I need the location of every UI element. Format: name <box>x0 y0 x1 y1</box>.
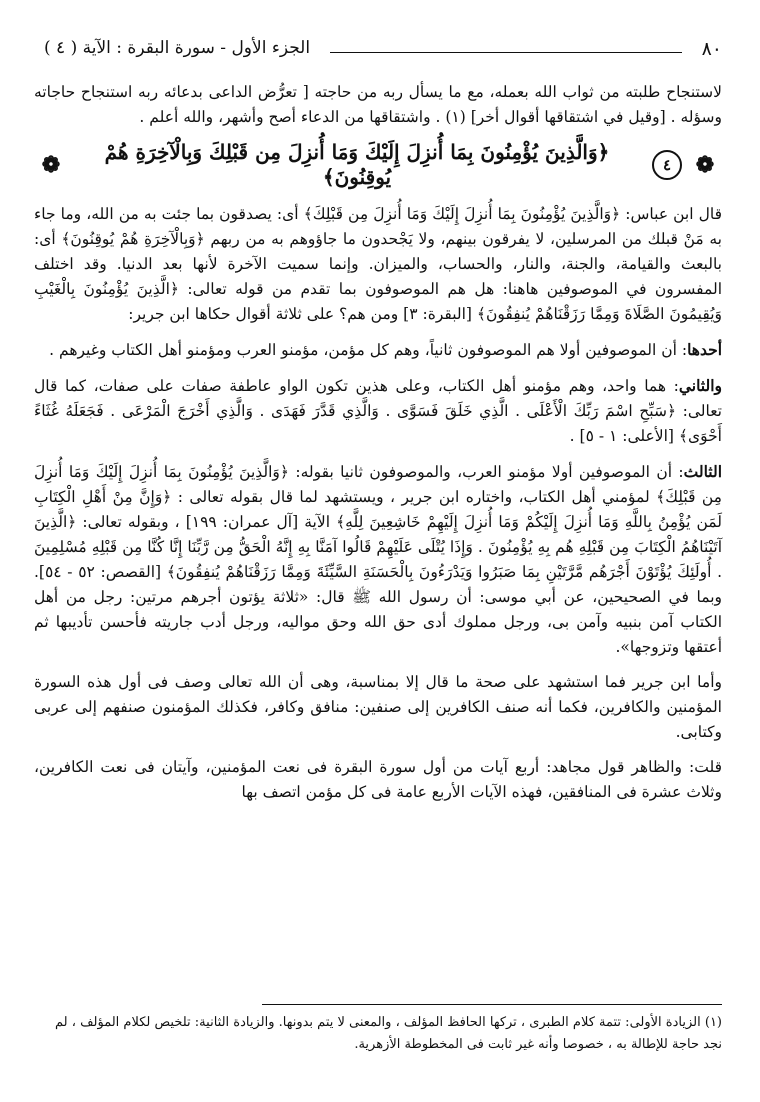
ornament-left-icon: ❁ <box>41 151 61 178</box>
opinion-first <box>34 337 722 363</box>
running-title: الجزء الأول - سورة البقرة : الآية ( ٤ ) <box>40 38 310 58</box>
footnotes <box>34 1012 722 1056</box>
ornament-right-icon: ❁ <box>695 151 715 178</box>
opinion-third <box>34 459 722 660</box>
verse-band <box>34 140 722 190</box>
footnote-1: (١) الزيادة الأولى: تتمة كلام الطبرى ، تركها الحافظ المؤلف ، والمعنى لا يتم بدونها. والزيادة الثانية: تلخيص لكلام المؤلف ، لم نجد حاجة للإطالة به ، خصوصا وأنه غير ثابت فى المخطوطة الأزهرية. <box>55 1015 722 1052</box>
opinion-second-label: والثاني <box>678 376 722 395</box>
opinion-second <box>34 373 722 449</box>
header-rule <box>330 52 682 53</box>
footnote-rule <box>262 1004 722 1005</box>
intro-paragraph: لاستنجاح طلبته من ثواب الله بعمله، مع ما يسأل ربه من حاجته [ تعرُّض الداعى بدعائه ربه استنجاح حاجاته وسؤله . [وقيل في اشتقاقها أقوال أخر] (١) . واشتقاقها من الدعاء أصح وأشهر، والله أعلم . <box>34 83 722 126</box>
opinion-third-label: الثالث <box>683 462 722 481</box>
opinion-second-text: : هما واحد، وهم مؤمنو أهل الكتاب، وعلى هذين تكون الواو عاطفة صفات على صفات، كما قال تعالى: ﴿سَبِّحِ اسْمَ رَبِّكَ الْأَعْلَى . الَّذِي خَلَقَ فَسَوَّى . وَالَّذِي قَدَّرَ فَهَدَى . وَالَّذِي أَخْرَجَ الْمَرْعَى . فَجَعَلَهُ غُثَاءً أَحْوَى﴾ [الأعلى: ١ - ٥] . <box>34 377 722 445</box>
opinion-first-text: : أن الموصوفين أولا هم الموصوفون ثانياً، وهم كل مؤمن، مؤمنو العرب ومؤمنو أهل الكتاب وغيرهم . <box>49 341 688 359</box>
opinion-first-label: أحدها <box>687 340 722 359</box>
mujahid-paragraph: قلت: والظاهر قول مجاهد: أربع آيات من أول سورة البقرة فى نعت المؤمنين، وآيتان فى نعت الكافرين، وثلاث عشرة فى المنافقين، فهذه الآيات الأربع عامة فى كل مؤمن اتصف بها <box>34 758 722 801</box>
page-number: ٨٠ <box>701 38 722 60</box>
page-header <box>30 34 722 64</box>
page-body <box>34 80 722 811</box>
opinion-third-text: : أن الموصوفين أولا مؤمنو العرب، والموصوفون ثانيا بقوله: ﴿وَالَّذِينَ يُؤْمِنُونَ بِمَا أُنزِلَ إِلَيْكَ وَمَا أُنزِلَ مِن قَبْلِكَ﴾ لمؤمني أهل الكتاب، واختاره ابن جرير ، ويستشهد لما قال بقوله تعالى : ﴿وَإِنَّ مِنْ أَهْلِ الْكِتَابِ لَمَن يُؤْمِنُ بِاللَّهِ وَمَا أُنزِلَ إِلَيْكُمْ وَمَا أُنزِلَ إِلَيْهِمْ خَاشِعِينَ لِلَّهِ﴾ الآية [آل عمران: ١٩٩] ، وبقوله تعالى: ﴿الَّذِينَ آتَيْنَاهُمُ الْكِتَابَ مِن قَبْلِهِ هُم بِهِ يُؤْمِنُونَ . وَإِذَا يُتْلَى عَلَيْهِمْ قَالُوا آمَنَّا بِهِ إِنَّهُ الْحَقُّ مِن رَّبِّنَا إِنَّا كُنَّا مِن قَبْلِهِ مُسْلِمِينَ . أُولَئِكَ يُؤْتَوْنَ أَجْرَهُم مَّرَّتَيْنِ بِمَا صَبَرُوا وَيَدْرَءُونَ بِالْحَسَنَةِ السَّيِّئَةَ وَمِمَّا رَزَقْنَاهُمْ يُنفِقُونَ﴾ [القصص: ٥٢ - ٥٤]. وبما في الصحيحين، عن أبي موسى: أن رسول الله ﷺ قال: «ثلاثة يؤتون أجرهم مرتين: رجل من أهل الكتاب آمن بنبيه وآمن بى، ورجل مملوك أدى حق الله وحق مواليه، ورجل أدب جاريته فأحسن تأديبها ثم أعتقها وتزوجها». <box>34 463 723 656</box>
ayah-number: ٤ <box>652 150 682 180</box>
commentary-paragraph: قال ابن عباس: ﴿وَالَّذِينَ يُؤْمِنُونَ بِمَا أُنزِلَ إِلَيْكَ وَمَا أُنزِلَ مِن قَبْلِكَ﴾ أى: يصدقون بما جئت به من الله، وما جاء به مَنْ قبلك من المرسلين، لا يفرقون بينهم، ولا يَجْحدون ما جاؤوهم به من ربهم ﴿وَبِالْآخِرَةِ هُمْ يُوقِنُونَ﴾ أى: بالبعث والقيامة، والجنة، والنار، والحساب، والميزان. وإنما سميت الآخرة لأنها بعد الدنيا. وقد اختلف المفسرون في الموصوفين هاهنا: هل هم الموصوفون بما تقدم من قوله تعالى: ﴿الَّذِينَ يُؤْمِنُونَ بِالْغَيْبِ وَيُقِيمُونَ الصَّلَاةَ وَمِمَّا رَزَقْنَاهُمْ يُنفِقُونَ﴾ [البقرة: ٣] ومن هم؟ على ثلاثة أقوال حكاها ابن جرير: <box>34 205 722 323</box>
verse-text: ﴿وَالَّذِينَ يُؤْمِنُونَ بِمَا أُنزِلَ إِلَيْكَ وَمَا أُنزِلَ مِن قَبْلِكَ وَبِالْآخِرَةِ هُمْ يُوقِنُونَ﴾ <box>104 140 610 189</box>
ibn-jarir-paragraph: وأما ابن جرير فما استشهد على صحة ما قال إلا بمناسبة، وهى أن الله تعالى وصف فى أول هذه السورة المؤمنين والكافرين، فكما أنه صنف الكافرين إلى صنفين: منافق وكافر، فكذلك المؤمنون صنفهم إلى عربى وكتابى. <box>34 673 722 741</box>
